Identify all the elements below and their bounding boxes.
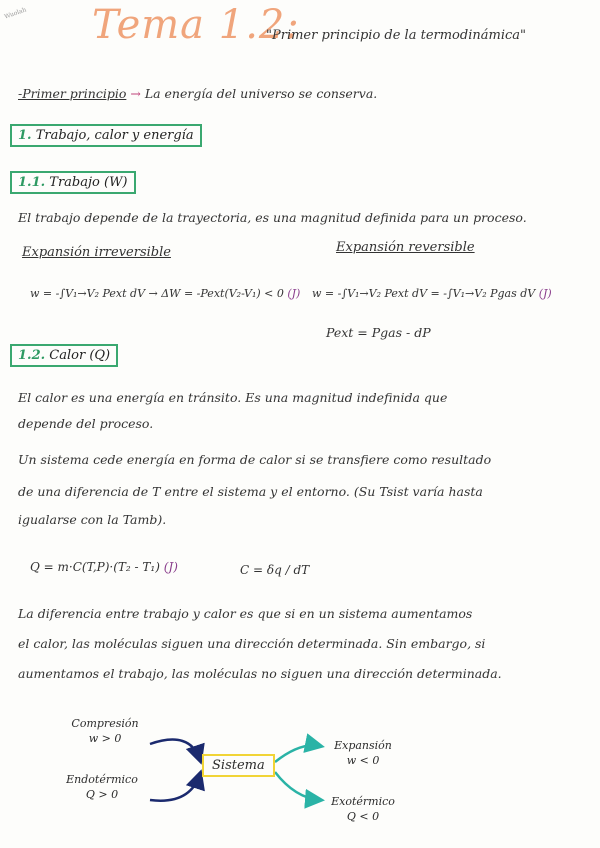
section-1-1-label: Trabajo (W) bbox=[49, 175, 128, 190]
heat-line-2: depende del proceso. bbox=[18, 416, 154, 431]
heat-formula-unit: (J) bbox=[163, 560, 178, 574]
transfer-line-1: Un sistema cede energía en forma de calor si se transfiere como resultado bbox=[18, 452, 492, 467]
heat-line-1: El calor es una energía en tránsito. Es una magnitud indefinida que bbox=[18, 390, 448, 405]
irreversible-heading: Expansión irreversible bbox=[22, 245, 171, 260]
exothermic-label-name: Exotérmico bbox=[331, 795, 395, 808]
compression-label-name: Compresión bbox=[71, 717, 139, 730]
page-subtitle: "Primer principio de la termodinámica" bbox=[266, 28, 526, 43]
section-1-label: Trabajo, calor y energía bbox=[35, 128, 194, 143]
irreversible-formula-unit: (J) bbox=[287, 287, 301, 300]
system-node: Sistema bbox=[202, 754, 275, 777]
section-1-1-heading bbox=[10, 171, 136, 194]
irreversible-formula bbox=[30, 287, 300, 300]
reversible-formula-unit: (J) bbox=[538, 287, 552, 300]
section-1-heading bbox=[10, 124, 202, 147]
reversible-note: Pext = Pgas - dP bbox=[326, 325, 431, 340]
diff-line-1: La diferencia entre trabajo y calor es que si en un sistema aumentamos bbox=[18, 606, 473, 621]
expansion-label bbox=[318, 738, 408, 769]
capacity-formula: C = δq / dT bbox=[240, 563, 310, 577]
section-1-number: 1. bbox=[18, 128, 32, 143]
transfer-line-2: de una diferencia de T entre el sistema y el entorno. (Su Tsist varía hasta bbox=[18, 484, 483, 499]
endothermic-label-sign: Q > 0 bbox=[85, 788, 119, 802]
page-title: Tema 1.2: bbox=[92, 2, 300, 48]
transfer-line-3: igualarse con la Tamb). bbox=[18, 512, 167, 527]
section-1-2-number: 1.2. bbox=[18, 348, 46, 363]
reversible-formula bbox=[312, 287, 552, 300]
intro-label: -Primer principio bbox=[18, 86, 127, 101]
arrow-compression-in bbox=[150, 740, 200, 760]
arrow-endothermic-in bbox=[150, 774, 200, 801]
diff-line-3: aumentamos el trabajo, las moléculas no siguen una dirección determinada. bbox=[18, 666, 502, 681]
section-1-2-label: Calor (Q) bbox=[49, 348, 111, 363]
reversible-formula-expr: w = -∫V₁→V₂ Pext dV = -∫V₁→V₂ Pgas dV bbox=[312, 287, 536, 300]
work-definition: El trabajo depende de la trayectoria, es una magnitud definida para un proceso. bbox=[18, 210, 527, 225]
expansion-label-sign: w < 0 bbox=[346, 754, 380, 768]
section-1-2-heading bbox=[10, 344, 118, 367]
heat-formula bbox=[30, 560, 178, 574]
expansion-label-name: Expansión bbox=[334, 739, 392, 752]
arrow-expansion-out bbox=[275, 745, 320, 762]
exothermic-label-sign: Q < 0 bbox=[346, 810, 380, 824]
brand-watermark: Wuolah bbox=[3, 6, 28, 21]
endothermic-label-name: Endotérmico bbox=[66, 773, 138, 786]
compression-label bbox=[60, 716, 150, 747]
intro-line bbox=[18, 86, 377, 101]
section-1-1-number: 1.1. bbox=[18, 175, 46, 190]
intro-arrow: → bbox=[130, 86, 141, 101]
irreversible-formula-expr: w = -∫V₁→V₂ Pext dV → ΔW = -Pext(V₂-V₁) < 0 bbox=[30, 287, 284, 300]
energy-flow-diagram bbox=[0, 690, 600, 848]
intro-text: La energía del universo se conserva. bbox=[144, 86, 378, 101]
endothermic-label bbox=[52, 772, 152, 803]
diff-line-2: el calor, las moléculas siguen una dirección determinada. Sin embargo, si bbox=[18, 636, 486, 651]
heat-formula-expr: Q = m·C(T,P)·(T₂ - T₁) bbox=[30, 560, 160, 574]
reversible-heading: Expansión reversible bbox=[336, 240, 475, 255]
compression-label-sign: w > 0 bbox=[88, 732, 122, 746]
exothermic-label bbox=[318, 794, 408, 825]
arrow-exothermic-out bbox=[275, 772, 320, 800]
